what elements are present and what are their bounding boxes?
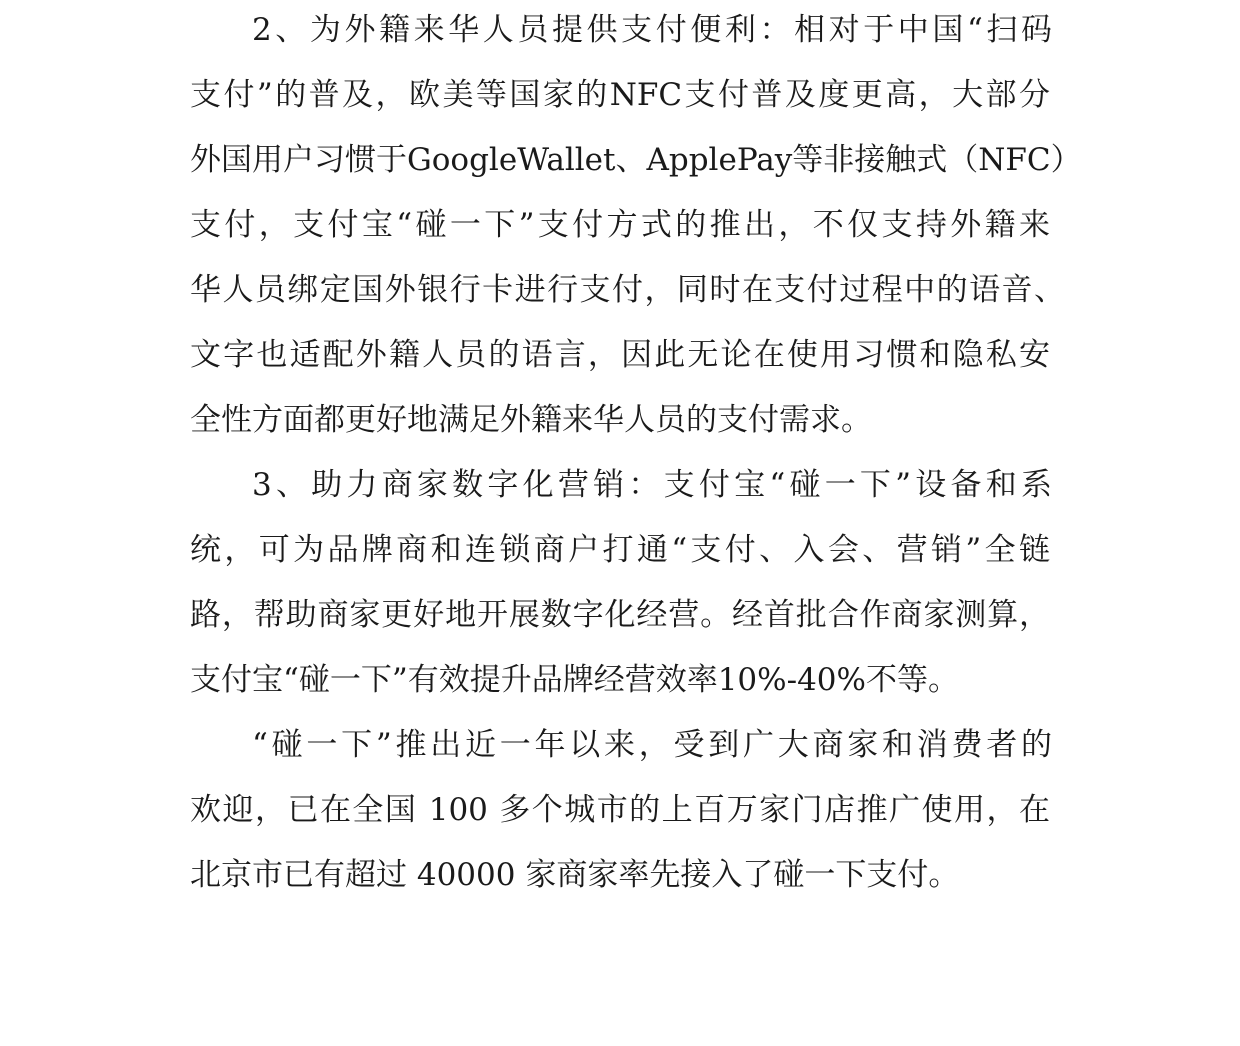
paragraph-2-line-1: 3、助力商家数字化营销：支付宝“碰一下”设备和系 xyxy=(252,467,1052,503)
paragraph-3-line-1: “碰一下”推出近一年以来，受到广大商家和消费者的 xyxy=(252,727,1052,763)
paragraph-2-line-2: 统，可为品牌商和连锁商户打通“支付、入会、营销”全链 xyxy=(190,532,1050,568)
paragraph-2-line-4: 支付宝“碰一下”有效提升品牌经营效率10%-40%不等。 xyxy=(190,662,959,698)
paragraph-3-line-2: 欢迎，已在全国 100 多个城市的上百万家门店推广使用，在 xyxy=(190,792,1050,828)
paragraph-1-line-1: 2、为外籍来华人员提供支付便利：相对于中国“扫码 xyxy=(252,12,1052,48)
paragraph-1-line-6: 文字也适配外籍人员的语言，因此无论在使用习惯和隐私安 xyxy=(190,337,1050,373)
paragraph-3-line-3: 北京市已有超过 40000 家商家率先接入了碰一下支付。 xyxy=(190,857,960,893)
paragraph-1-line-5: 华人员绑定国外银行卡进行支付，同时在支付过程中的语音、 xyxy=(190,272,1065,308)
paragraph-1-line-7: 全性方面都更好地满足外籍来华人员的支付需求。 xyxy=(190,402,872,438)
paragraph-1-line-4: 支付，支付宝“碰一下”支付方式的推出，不仅支持外籍来 xyxy=(190,207,1050,243)
paragraph-1-line-3: 外国用户习惯于GoogleWallet、ApplePay等非接触式（NFC） xyxy=(190,142,1082,178)
paragraph-2-line-3: 路，帮助商家更好地开展数字化经营。经首批合作商家测算， xyxy=(190,597,1050,633)
paragraph-1-line-2: 支付”的普及，欧美等国家的NFC支付普及度更高，大部分 xyxy=(190,77,1050,113)
